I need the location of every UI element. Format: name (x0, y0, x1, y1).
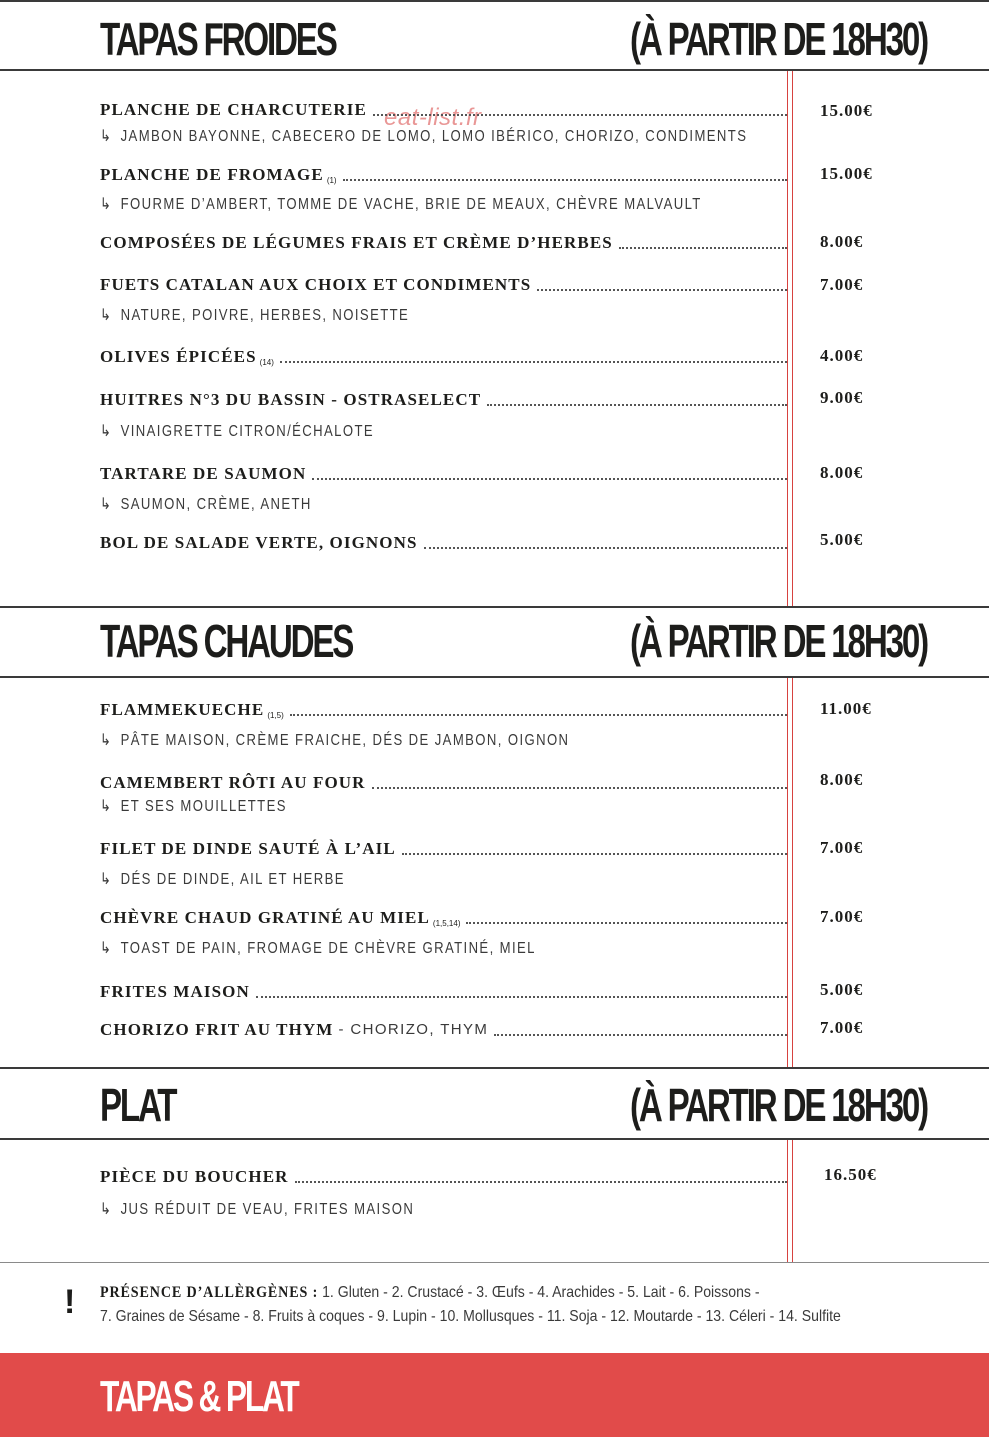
price-column-rule (792, 678, 793, 1068)
allergen-ref: (14) (259, 358, 274, 367)
item-name: FLAMMEKUECHE (100, 700, 265, 719)
dot-leader (343, 179, 787, 181)
item-description: ↳ JAMBON BAYONNE, CABECERO DE LOMO, LOMO IBÉRICO, CHORIZO, CONDIMENTS (100, 128, 748, 145)
menu-item (100, 345, 787, 367)
sub-arrow-icon: ↳ (100, 307, 113, 324)
item-description: ↳ JUS RÉDUIT DE VEAU, FRITES MAISON (100, 1201, 415, 1218)
menu-item (100, 837, 787, 859)
item-name: CHÈVRE CHAUD GRATINÉ AU MIEL (100, 908, 430, 927)
menu-item (100, 771, 787, 793)
sub-arrow-icon: ↳ (100, 940, 113, 957)
allergen-notice (100, 1281, 841, 1329)
dot-leader (494, 1034, 787, 1036)
menu-item (100, 531, 787, 553)
section-rule (0, 69, 989, 71)
menu-item (100, 1165, 787, 1187)
menu-item (100, 980, 787, 1002)
sub-arrow-icon: ↳ (100, 196, 113, 213)
allergen-ref: (1,5,14) (432, 919, 461, 928)
dot-leader (424, 547, 787, 549)
item-name: HUITRES N°3 DU BASSIN - OSTRASELECT (100, 390, 482, 409)
section-rule (0, 1067, 989, 1069)
watermark: eat-list.fr (384, 104, 482, 131)
dot-leader (537, 289, 787, 291)
menu-item (100, 273, 787, 295)
section-rule (0, 1138, 989, 1140)
item-price: 15.00€ (820, 101, 873, 120)
item-price: 16.50€ (824, 1165, 877, 1184)
allergen-list-line-2: 7. Graines de Sésame - 8. Fruits à coques - 9. Lupin - 10. Mollusques - 11. Soja - 12. Moutarde - 13. Céleri - 14. Sulfite (100, 1308, 841, 1325)
item-name: PIÈCE DU BOUCHER (100, 1167, 289, 1186)
price-column-rule (792, 71, 793, 607)
dot-leader (290, 714, 787, 716)
section-time-tapas-froides: (À PARTIR DE 18H30) (630, 13, 927, 65)
item-description: ↳ SAUMON, CRÈME, ANETH (100, 496, 312, 513)
item-description: ↳ ET SES MOUILLETTES (100, 798, 287, 815)
item-price: 11.00€ (820, 699, 872, 718)
dot-leader (466, 922, 787, 924)
menu-item (100, 231, 787, 253)
allergen-ref: (1,5) (267, 711, 284, 720)
item-price: 8.00€ (820, 463, 864, 482)
section-time-tapas-chaudes: (À PARTIR DE 18H30) (630, 615, 927, 667)
item-name: FUETS CATALAN AUX CHOIX ET CONDIMENTS (100, 275, 532, 294)
menu-item (100, 462, 787, 484)
item-name: FILET DE DINDE SAUTÉ À L’AIL (100, 839, 396, 858)
item-name: CHORIZO FRIT AU THYM (100, 1020, 334, 1039)
item-description: ↳ DÉS DE DINDE, AIL ET HERBE (100, 871, 345, 888)
allergen-ref: (1) (326, 176, 337, 185)
sub-arrow-icon: ↳ (100, 732, 113, 749)
dot-leader (256, 996, 787, 998)
section-rule (0, 1262, 989, 1263)
exclamation-icon: ! (64, 1283, 76, 1321)
item-inline-description: - CHORIZO, THYM (338, 1021, 489, 1038)
menu-item (100, 1018, 787, 1040)
section-title-plat: PLAT (100, 1079, 176, 1131)
menu-item (100, 163, 787, 185)
top-rule (0, 0, 989, 2)
dot-leader (402, 853, 787, 855)
item-description: ↳ TOAST DE PAIN, FROMAGE DE CHÈVRE GRATINÉ, MIEL (100, 940, 536, 957)
dot-leader (295, 1181, 787, 1183)
allergen-label: PRÉSENCE D’ALLÈRGÈNES : (100, 1284, 319, 1301)
section-time-plat: (À PARTIR DE 18H30) (630, 1079, 927, 1131)
item-price: 7.00€ (820, 838, 864, 857)
item-name: TARTARE DE SAUMON (100, 464, 307, 483)
item-description: ↳ NATURE, POIVRE, HERBES, NOISETTE (100, 307, 410, 324)
item-name: BOL DE SALADE VERTE, OIGNONS (100, 533, 418, 552)
menu-item (100, 698, 787, 720)
sub-arrow-icon: ↳ (100, 1201, 113, 1218)
item-name: PLANCHE DE FROMAGE (100, 165, 324, 184)
menu-item (100, 98, 787, 120)
section-rule (0, 676, 989, 678)
price-column-rule (787, 1140, 788, 1262)
item-price: 8.00€ (820, 770, 864, 789)
price-column-rule (787, 71, 788, 607)
item-name: FRITES MAISON (100, 982, 250, 1001)
sub-arrow-icon: ↳ (100, 496, 113, 513)
price-column-rule (787, 678, 788, 1068)
menu-item (100, 906, 787, 928)
dot-leader (372, 787, 787, 789)
dot-leader (619, 247, 787, 249)
section-title-tapas-froides: TAPAS FROIDES (100, 13, 336, 65)
dot-leader (487, 404, 787, 406)
section-title-tapas-chaudes: TAPAS CHAUDES (100, 615, 353, 667)
item-price: 15.00€ (820, 164, 873, 183)
item-name: CAMEMBERT RÔTI AU FOUR (100, 773, 366, 792)
section-rule (0, 606, 989, 608)
item-name: COMPOSÉES DE LÉGUMES FRAIS ET CRÈME D’HERBES (100, 233, 613, 252)
dot-leader (373, 114, 787, 116)
item-price: 7.00€ (820, 1018, 864, 1037)
sub-arrow-icon: ↳ (100, 423, 113, 440)
item-description: ↳ FOURME D’AMBERT, TOMME DE VACHE, BRIE DE MEAUX, CHÈVRE MALVAULT (100, 196, 702, 213)
item-name: PLANCHE DE CHARCUTERIE (100, 100, 367, 119)
sub-arrow-icon: ↳ (100, 798, 113, 815)
sub-arrow-icon: ↳ (100, 871, 113, 888)
item-description: ↳ VINAIGRETTE CITRON/ÉCHALOTE (100, 423, 375, 440)
item-description: ↳ PÂTE MAISON, CRÈME FRAICHE, DÉS DE JAMBON, OIGNON (100, 732, 570, 749)
item-price: 5.00€ (820, 530, 864, 549)
item-price: 9.00€ (820, 388, 864, 407)
price-column-rule (792, 1140, 793, 1262)
item-price: 8.00€ (820, 232, 864, 251)
item-price: 7.00€ (820, 907, 864, 926)
item-price: 5.00€ (820, 980, 864, 999)
dot-leader (312, 478, 787, 480)
item-price: 4.00€ (820, 346, 864, 365)
item-price: 7.00€ (820, 275, 864, 294)
menu-item (100, 388, 787, 410)
sub-arrow-icon: ↳ (100, 128, 113, 145)
footer-title: TAPAS & PLAT (100, 1372, 298, 1421)
item-name: OLIVES ÉPICÉES (100, 347, 257, 366)
allergen-list-line-1: 1. Gluten - 2. Crustacé - 3. Œufs - 4. Arachides - 5. Lait - 6. Poissons - (322, 1284, 760, 1301)
dot-leader (280, 361, 787, 363)
